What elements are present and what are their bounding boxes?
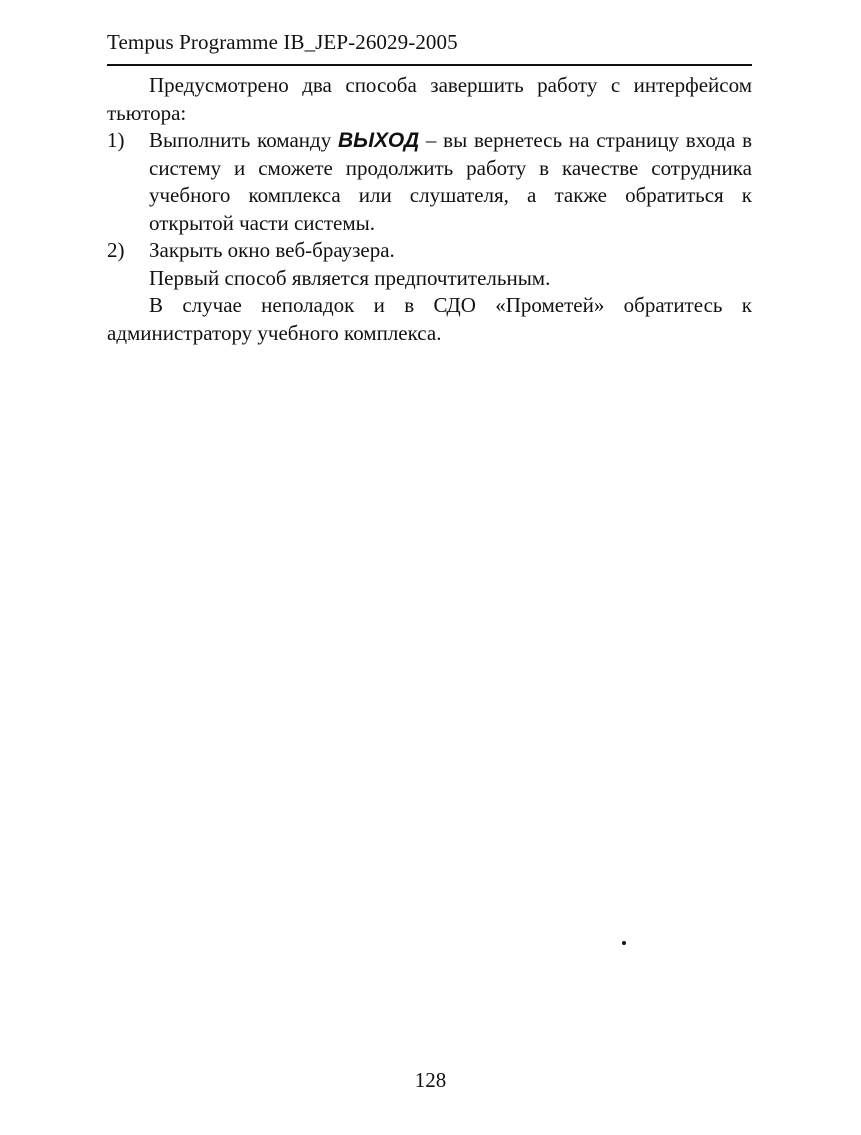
page-body [107,72,752,347]
preferred-paragraph: Первый способ является предпочтительным. [149,265,551,290]
intro-paragraph: Предусмотрено два способа завершить работу с интерфейсом тьютора: [107,73,752,125]
scan-speck [622,941,626,945]
list-item-1 [107,127,752,237]
list-item-1-text-after: – вы вернетесь на страницу входа в систему и сможете продолжить работу в качестве сотрудника учебного комплекса или слушателя, а также обратиться к открытой части системы. [149,128,752,235]
exit-command-label: ВЫХОД [337,129,420,152]
page-number: 128 [414,1068,447,1092]
list-item-2-text: Закрыть окно веб-браузера. [149,238,395,262]
list-item-2-number: 2) [107,238,125,262]
list-item-1-number: 1) [107,128,125,152]
header-rule [107,64,752,66]
running-header: Tempus Programme IB_JEP-26029-2005 [107,30,458,54]
trouble-paragraph: В случае неполадок и в СДО «Прометей» обратитесь к администратору учебного комплекса. [107,293,752,345]
list-item-2 [107,237,752,265]
list-item-1-text-before: Выполнить команду [149,128,338,152]
